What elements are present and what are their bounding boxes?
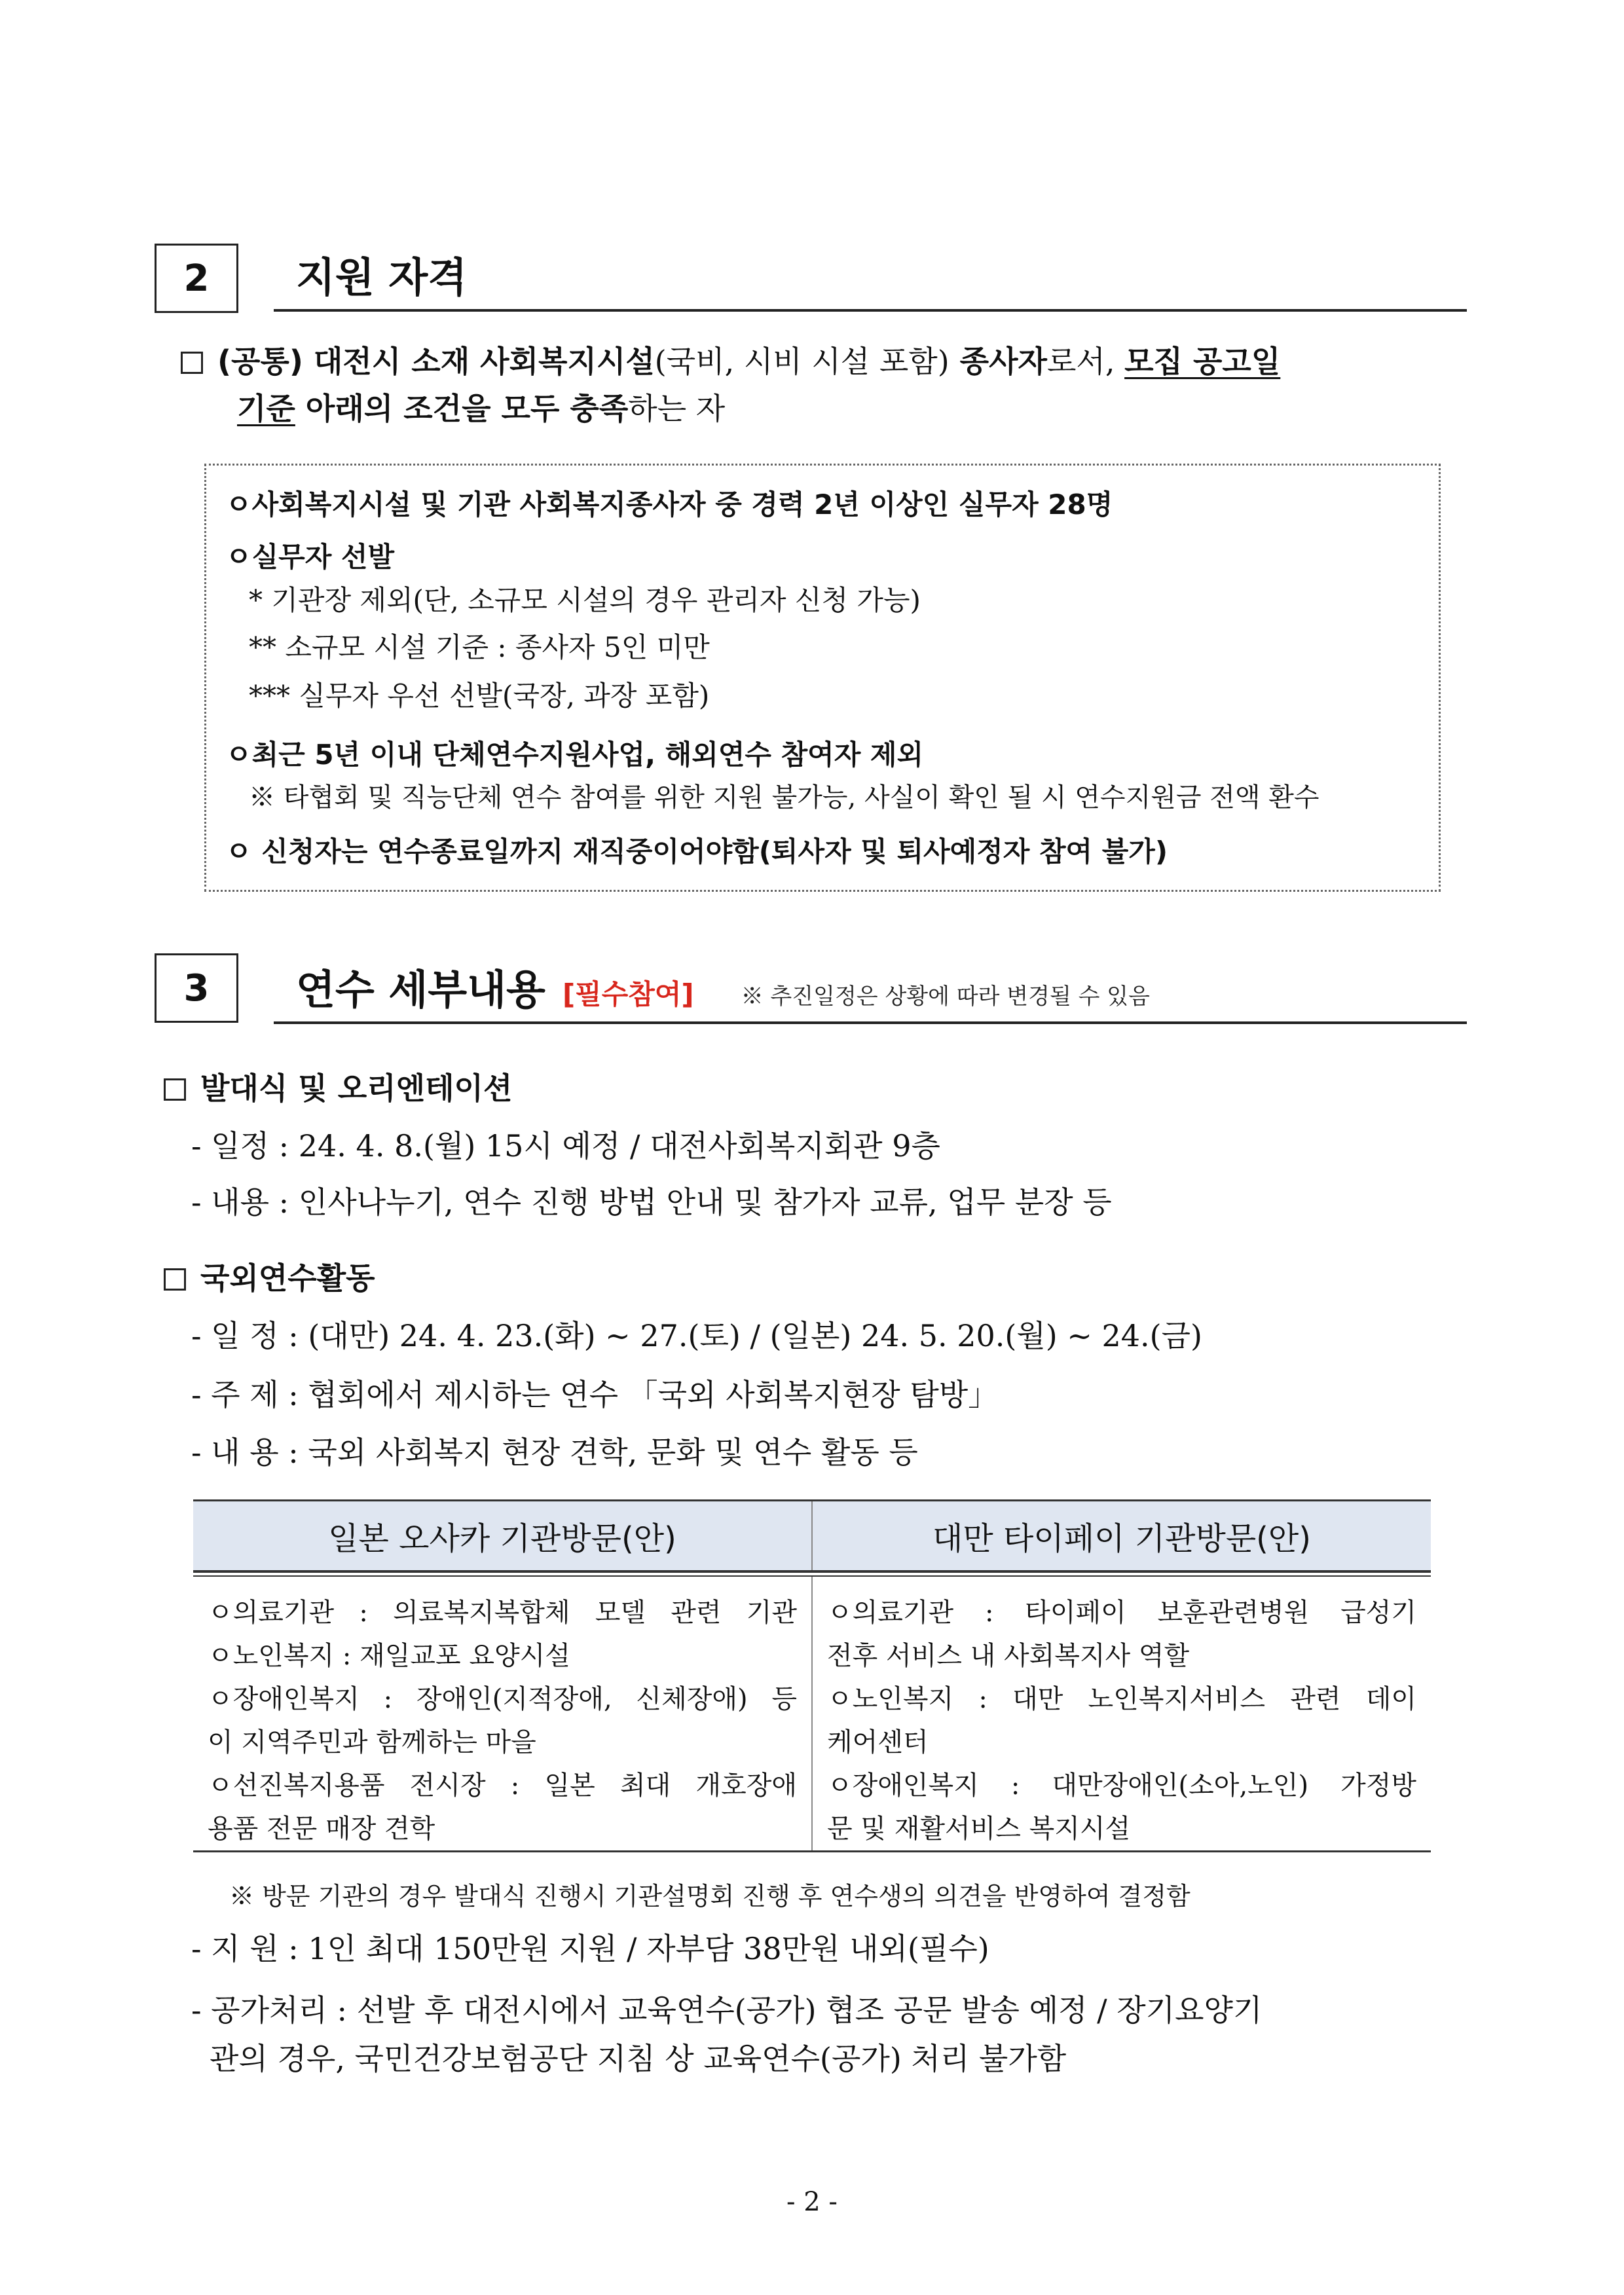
table-cell-line: 문 및 재활서비스 복지시설 xyxy=(827,1814,1131,1844)
table-cell-line: ㅇ의료기관 : 의료복지복합체 모델 관련 기관 xyxy=(208,1598,797,1628)
table-cell-line: 이 지역주민과 함께하는 마을 xyxy=(208,1727,536,1757)
eligibility-intro-line2: 기준 아래의 조건을 모두 충족하는 자 xyxy=(237,391,726,426)
subsection-heading: 국외연수활동 xyxy=(164,1257,375,1299)
condition-item: ㅇ최근 5년 이내 단체연수지원사업, 해외연수 참여자 제외 xyxy=(225,739,924,771)
condition-note: *** 실무자 우선 선발(국장, 과장 포함) xyxy=(249,680,710,712)
checkbox-square-icon xyxy=(181,352,203,374)
section-number: 3 xyxy=(155,953,238,1023)
section-underline xyxy=(274,1021,1467,1024)
table-column-taiwan xyxy=(811,1577,1431,1850)
detail-line: - 지 원 : 1인 최대 150만원 지원 / 자부담 38만원 내외(필수) xyxy=(191,1931,989,1966)
visit-plan-table xyxy=(193,1499,1431,1852)
checkbox-square-icon xyxy=(164,1078,186,1101)
table-column-japan xyxy=(193,1577,811,1850)
subsection-heading: 발대식 및 오리엔테이션 xyxy=(164,1067,512,1109)
eligibility-intro-line1: (공통) 대전시 소재 사회복지시설(국비, 시비 시설 포함) 종사자로서, 모집 공고일 xyxy=(181,340,1280,382)
detail-line: - 주 제 : 협회에서 제시하는 연수 「국외 사회복지현장 탐방」 xyxy=(191,1377,999,1412)
detail-line: - 일 정 : (대만) 24. 4. 23.(화) ~ 27.(토) / (일본) 24. 5. 20.(월) ~ 24.(금) xyxy=(191,1318,1203,1353)
section-title: 지원 자격 xyxy=(296,253,468,301)
table-cell-line: 케어센터 xyxy=(827,1727,929,1757)
section-underline xyxy=(274,309,1467,312)
section-number: 2 xyxy=(155,244,238,313)
table-cell-line: ㅇ장애인복지 : 장애인(지적장애, 신체장애) 등 xyxy=(208,1684,797,1714)
table-body xyxy=(193,1575,1431,1852)
table-cell-line: ㅇ노인복지 : 대만 노인복지서비스 관련 데이 xyxy=(827,1684,1416,1714)
condition-item: ㅇ사회복지시설 및 기관 사회복지종사자 중 경력 2년 이상인 실무자 28명 xyxy=(225,488,1113,521)
schedule-note: ※ 추진일정은 상황에 따라 변경될 수 있음 xyxy=(741,983,1150,1010)
table-cell-line: 전후 서비스 내 사회복지사 역할 xyxy=(827,1641,1190,1671)
table-header-taiwan: 대만 타이페이 기관방문(안) xyxy=(811,1501,1431,1570)
detail-line: - 일정 : 24. 4. 8.(월) 15시 예정 / 대전사회복지회관 9층 xyxy=(191,1128,940,1164)
table-note: ※ 방문 기관의 경우 발대식 진행시 기관설명회 진행 후 연수생의 의견을 반영하여 결정함 xyxy=(229,1882,1190,1911)
table-cell-line: ㅇ선진복지용품 전시장 : 일본 최대 개호장애 xyxy=(208,1771,797,1801)
table-cell-line: ㅇ장애인복지 : 대만장애인(소아,노인) 가정방 xyxy=(827,1771,1416,1801)
condition-item: ㅇ 신청자는 연수종료일까지 재직중이어야함(퇴사자 및 퇴사예정자 참여 불가) xyxy=(225,835,1168,868)
detail-line: - 공가처리 : 선발 후 대전시에서 교육연수(공가) 협조 공문 발송 예정 / 장기요양기 xyxy=(191,1992,1263,2028)
table-header-japan: 일본 오사카 기관방문(안) xyxy=(328,1520,676,1557)
detail-line: - 내용 : 인사나누기, 연수 진행 방법 안내 및 참가자 교류, 업무 분장 등 xyxy=(191,1184,1112,1220)
table-cell-line: ㅇ노인복지 : 재일교포 요양시설 xyxy=(208,1641,570,1671)
detail-line: - 내 용 : 국외 사회복지 현장 견학, 문화 및 연수 활동 등 xyxy=(191,1435,918,1470)
condition-item: ㅇ실무자 선발 xyxy=(225,541,395,573)
table-header xyxy=(193,1499,1431,1573)
condition-note: ** 소규모 시설 기준 : 종사자 5인 미만 xyxy=(249,631,710,663)
section-title: 연수 세부내용 [필수참여] ※ 추진일정은 상황에 따라 변경될 수 있음 xyxy=(296,966,1150,1014)
detail-line: 관의 경우, 국민건강보험공단 지침 상 교육연수(공가) 처리 불가함 xyxy=(210,2041,1067,2076)
condition-note: * 기관장 제외(단, 소규모 시설의 경우 관리자 신청 가능) xyxy=(249,584,921,616)
page-number: - 2 - xyxy=(786,2187,838,2217)
table-cell-line: 용품 전문 매장 견학 xyxy=(208,1814,435,1844)
checkbox-square-icon xyxy=(164,1268,186,1291)
required-tag: [필수참여] xyxy=(562,978,694,1010)
condition-note: ※ 타협회 및 직능단체 연수 참여를 위한 지원 불가능, 사실이 확인 될 시 연수지원금 전액 환수 xyxy=(249,782,1320,813)
table-cell-line: ㅇ의료기관 : 타이페이 보훈관련병원 급성기 xyxy=(827,1598,1416,1628)
